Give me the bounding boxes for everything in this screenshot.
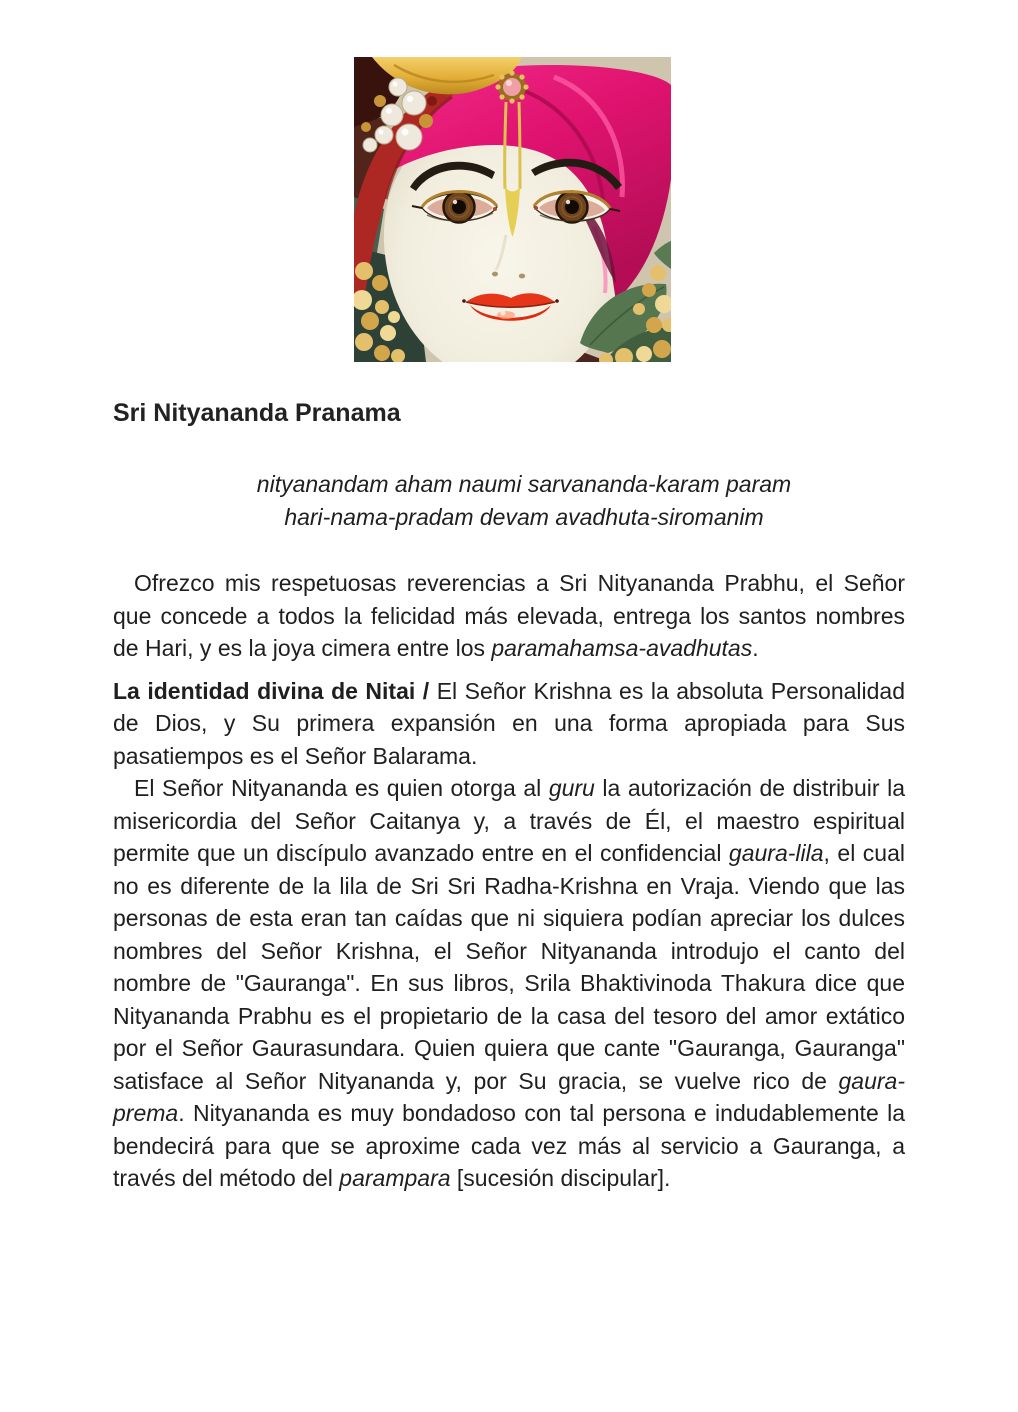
- paragraph-divine-identity: La identidad divina de Nitai / El Señor Krishna es la absoluta Personalidad de Dios, y Su primera expansión en una forma apropiada para Sus pasatiempos es el Señor Balarama.: [113, 677, 905, 769]
- page-title: Sri Nityananda Pranama: [113, 399, 401, 427]
- brooch: [495, 70, 528, 103]
- verse-line-1: nityanandam aham naumi sarvananda-karam param: [256, 471, 792, 497]
- paragraph-translation: Ofrezco mis respetuosas reverencias a Sri Nityananda Prabhu, el Señor que concede a todos la felicidad más elevada, entrega los santos nombres de Hari, y es la joya cimera entre los paramahamsa-avadhutas.: [113, 570, 905, 661]
- deity-photo-graphic: [354, 57, 671, 362]
- paragraph-nityananda-mercy: El Señor Nityananda es quien otorga al guru la autorización de distribuir la misericordia del Señor Caitanya y, a través de Él, el maestro espiritual permite que un discípulo avanzado entre en el confidencial gaura-lila, el cual no es diferente de la lila de Sri Sri Radha-Krishna en Vraja. Viendo que las personas de esta eran tan caídas que ni siquiera podían apreciar los dulces nombres del Señor Krishna, el Señor Nityananda introdujo el canto del nombre de "Gauranga". En sus libros, Srila Bhaktivinoda Thakura dice que Nityananda Prabhu es el propietario de la casa del tesoro del amor extático por el Señor Gaurasundara. Quien quiera que cante "Gauranga, Gauranga" satisface al Señor Nityananda y, por Su gracia, se vuelve rico de gaura-prema. Nityananda es muy bondadoso con tal persona e indudablemente la bendecirá para que se aproxime cada vez más al servicio a Gauranga, a través del método del parampara [sucesión discipular].: [113, 775, 905, 1191]
- text-content: [113, 398, 905, 1195]
- deity-photo: [354, 57, 671, 362]
- verse-line-2: hari-nama-pradam devam avadhuta-siromanim: [284, 503, 764, 530]
- sanskrit-verse: [113, 468, 905, 533]
